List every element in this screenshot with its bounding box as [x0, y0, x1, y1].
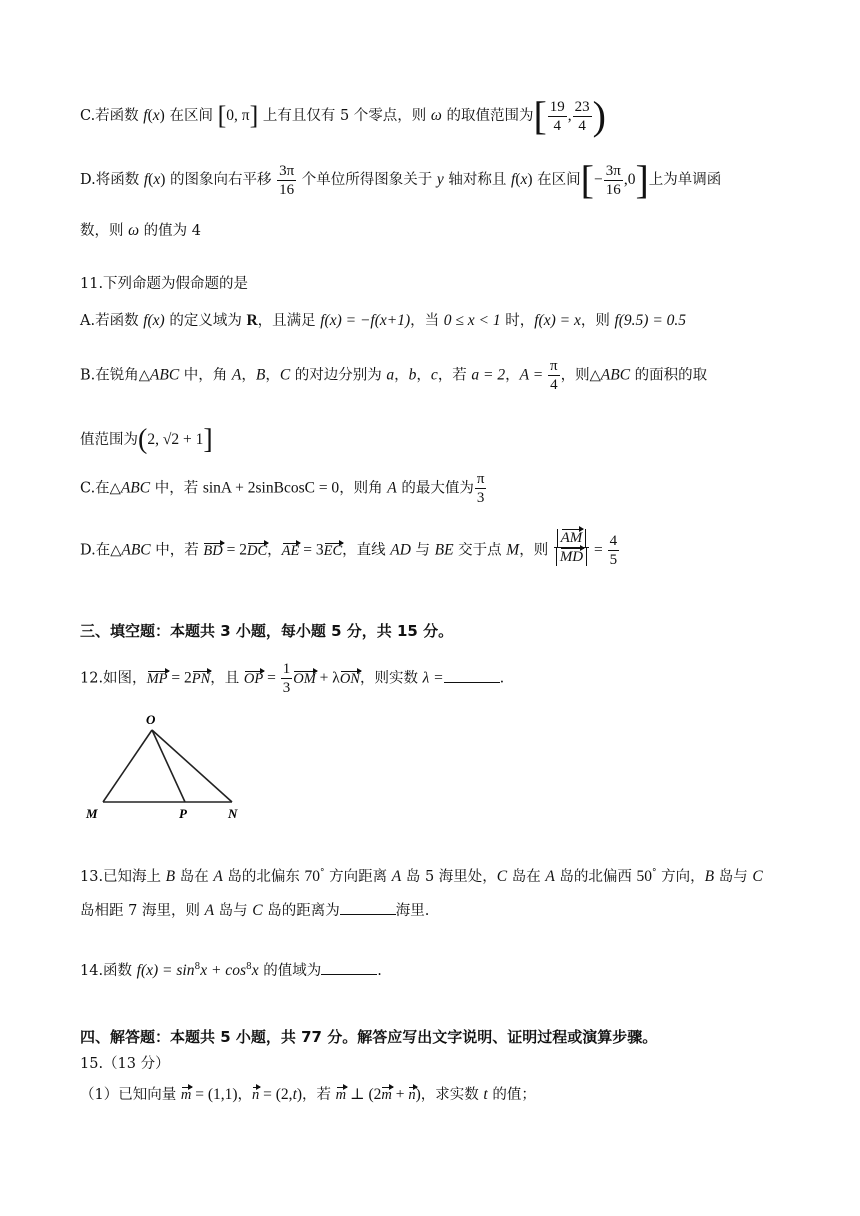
question-13: 13.已知海上 B 岛在 A 岛的北偏东 70° 方向距离 A 岛 5 海里处，C 岛在 A 岛的北偏西 50° 方向，B 岛与 C	[80, 868, 763, 885]
question-12: 12.如图，MP = 2PN，且 OP = $\frac{1}{3}$ OM + λON，则实数 λ = .	[80, 661, 505, 696]
answer-blank-12	[444, 670, 500, 683]
answer-blank-13	[340, 902, 396, 915]
option-11b: B.在锐角△ABC 中，角 A，B，C 的对边分别为 a，b，c，若 a = 2，A = $\frac{\pi}{4}$ ，则△ABC 的面积的取	[80, 358, 708, 393]
label-M: M	[86, 806, 98, 821]
question-15-head: 15.（13 分）	[80, 1056, 170, 1072]
frac-19-4: $\frac{19}{4}$	[549, 98, 565, 134]
option-11b-cont: 值范围为(2, √2 + 1]	[80, 424, 213, 455]
option-11a: A.若函数 f(x) 的定义域为 R，且满足 f(x) = −f(x+1)，当 0 ≤ x < 1 时，f(x) = x，则 f(9.5) = 0.5	[80, 312, 687, 329]
option-11d: D.在△ABC 中，若 BD = 2DC，AE = 3EC，直线 AD 与 BE 交于点 M，则 $\frac{AM}{MD}$ = $\frac{4}{5}$	[80, 530, 618, 568]
label-N: N	[228, 806, 238, 821]
label-O: O	[146, 712, 156, 727]
question-11-stem: 11.下列命题为假命题的是	[80, 276, 249, 292]
option-11c: C.在△ABC 中，若 sinA + 2sinBcosC = 0，则角 A 的最大值为 $\frac{\pi}{3}$	[80, 471, 485, 506]
question-15-part1: （1）已知向量 m = (1,1)，n = (2,t)，若 m ⊥ (2m + n)，求实数 t 的值；	[80, 1086, 536, 1103]
option-10d: D.将函数 f(x) 的图象向右平移 $\frac{3\pi}{16}$ 个单位所得图象关于 y 轴对称且 f(x) 在区间[− $\frac{3\pi}{16}$ ,0]上为单调函	[80, 157, 722, 202]
option-10d-cont: 数，则 ω 的值为 4	[80, 222, 202, 239]
section-4-title: 四、解答题：本题共 5 小题，共 77 分。解答应写出文字说明、证明过程或演算步骤。	[80, 1028, 658, 1046]
answer-blank-14	[321, 962, 377, 975]
option-10c: C.若函数 f(x) 在区间 [0, π] 上有且仅有 5 个零点，则 ω 的取值范围为[ $\frac{19}{4}$ , $\frac{23}{4}$ )	[80, 93, 606, 138]
section-3-title: 三、填空题：本题共 3 小题，每小题 5 分，共 15 分。	[80, 622, 454, 640]
question-14: 14.函数 $f(x) = \sin^8x + \cos^8x$ 的值域为 .	[80, 962, 382, 979]
triangle-figure	[82, 710, 252, 825]
frac-23-4: $\frac{23}{4}$	[574, 98, 590, 134]
question-13-cont: 岛相距 7 海里，则 A 岛与 C 岛的距离为 海里.	[80, 902, 430, 919]
label-P: P	[179, 806, 187, 821]
